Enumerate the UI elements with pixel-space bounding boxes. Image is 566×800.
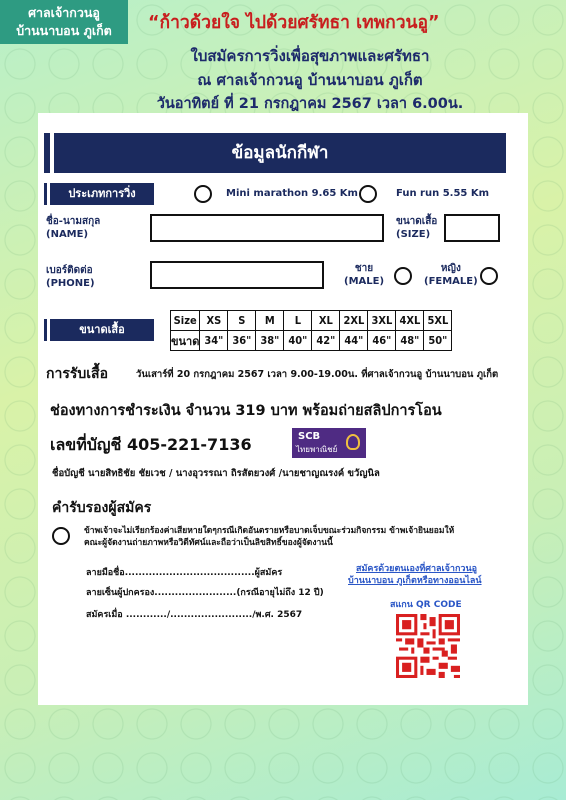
account-number: เลขที่บัญชี 405-221-7136 <box>50 435 252 454</box>
size-row <box>171 311 452 331</box>
measure-cell: 38" <box>256 331 284 351</box>
slogan: “ก้าวด้วยใจ ไปด้วยศรัทธา เทพกวนอู” <box>148 13 440 33</box>
measure-row-label: ขนาด <box>171 331 200 351</box>
consent-text-2: คณะผู้จัดงานถ่ายภาพหรือวิดีทัศน์และถือว่าเป็นลิขสิทธิ์ของผู้จัดงานนี้ <box>84 538 333 548</box>
size-cell: XS <box>200 311 228 331</box>
qr-code-icon[interactable] <box>396 613 460 679</box>
name-field[interactable] <box>150 214 384 242</box>
online-link-line1[interactable]: สมัครด้วยตนเองที่ศาลเจ้ากวนอู <box>356 564 478 574</box>
scb-bank-logo: SCB ไทยพาณิชย์ <box>292 428 366 458</box>
temple-logo <box>0 0 128 44</box>
mini-marathon-radio[interactable] <box>194 185 212 203</box>
measure-cell: 48" <box>396 331 424 351</box>
fun-run-label: Fun run 5.55 Km <box>396 188 490 199</box>
logo-line1: ศาลเจ้ากวนอู <box>28 5 100 20</box>
applicant-signature-line[interactable]: ลายมือชื่อ......................................ผู้สมัคร <box>86 568 283 578</box>
shirt-size-label: ขนาดเสื้อ <box>50 319 154 341</box>
online-link-line2[interactable]: บ้านนาบอน ภูเก็ตหรือทางออนไลน์ <box>348 576 482 586</box>
phone-label: เบอร์ติดต่อ (PHONE) <box>46 265 95 289</box>
measure-cell: 50" <box>424 331 452 351</box>
consent-text-1: ข้าพเจ้าจะไม่เรียกร้องค่าเสียหายใดๆกรณีเกิดอันตรายหรือบาดเจ็บขณะร่วมกิจกรรม ข้าพเจ้ายินยอมให้ <box>84 526 455 536</box>
measure-cell: 44" <box>340 331 368 351</box>
measure-cell: 42" <box>312 331 340 351</box>
size-cell: L <box>284 311 312 331</box>
size-cell: 4XL <box>396 311 424 331</box>
size-cell: M <box>256 311 284 331</box>
female-label: หญิง (FEMALE) <box>424 263 478 287</box>
size-row-label: Size <box>171 311 200 331</box>
measure-cell: 46" <box>368 331 396 351</box>
size-cell: 5XL <box>424 311 452 331</box>
size-cell: 2XL <box>340 311 368 331</box>
application-form <box>38 113 528 705</box>
size-cell: S <box>228 311 256 331</box>
section-banner: ข้อมูลนักกีฬา <box>54 133 506 173</box>
size-cell: 3XL <box>368 311 396 331</box>
logo-line2: บ้านนาบอน ภูเก็ต <box>16 23 112 38</box>
size-label: ขนาดเสื้อ (SIZE) <box>396 216 438 240</box>
mini-marathon-label: Mini marathon 9.65 Km <box>226 188 358 199</box>
measure-cell: 36" <box>228 331 256 351</box>
size-field[interactable] <box>444 214 500 242</box>
race-type-label: ประเภทการวิ่ง <box>50 183 154 205</box>
size-cell: XL <box>312 311 340 331</box>
header-line3: วันอาทิตย์ ที่ 21 กรกฎาคม 2567 เวลา 6.00น. <box>156 96 464 112</box>
consent-checkbox[interactable] <box>52 527 70 545</box>
male-radio[interactable] <box>394 267 412 285</box>
apply-date-line[interactable]: สมัครเมื่อ ............/......................../พ.ศ. 2567 <box>86 610 303 620</box>
male-label: ชาย (MALE) <box>344 263 385 287</box>
pickup-title: การรับเสื้อ <box>46 366 109 382</box>
pickup-text: วันเสาร์ที่ 20 กรกฎาคม 2567 เวลา 9.00-19.00น. ที่ศาลเจ้ากวนอู บ้านนาบอน ภูเก็ต <box>136 369 499 380</box>
qr-label: สแกน QR CODE <box>390 600 462 610</box>
payment-text: ช่องทางการชำระเงิน จำนวน 319 บาท พร้อมถ่ายสลิปการโอน <box>50 403 442 419</box>
fun-run-radio[interactable] <box>359 185 377 203</box>
guardian-signature-line[interactable]: ลายเซ็นผู้ปกครอง........................(กรณีอายุไม่ถึง 12 ปี) <box>86 588 324 598</box>
female-radio[interactable] <box>480 267 498 285</box>
phone-field[interactable] <box>150 261 324 289</box>
account-names: ชื่อบัญชี นายสิทธิชัย ชัยเวช / นางอุวรรณา ถิรสัตยวงศ์ /นายชาญณรงค์ ขวัญนิล <box>52 468 380 479</box>
measure-row <box>171 331 452 351</box>
name-label: ชื่อ-นามสกุล (NAME) <box>46 216 101 240</box>
measure-cell: 34" <box>200 331 228 351</box>
scb-emblem-icon <box>346 434 360 450</box>
size-table <box>170 310 452 351</box>
header-line1: ใบสมัครการวิ่งเพื่อสุขภาพและศรัทธา <box>190 47 430 65</box>
header-line2: ณ ศาลเจ้ากวนอู บ้านนาบอน ภูเก็ต <box>197 71 423 89</box>
consent-title: คำรับรองผู้สมัคร <box>52 500 152 516</box>
measure-cell: 40" <box>284 331 312 351</box>
